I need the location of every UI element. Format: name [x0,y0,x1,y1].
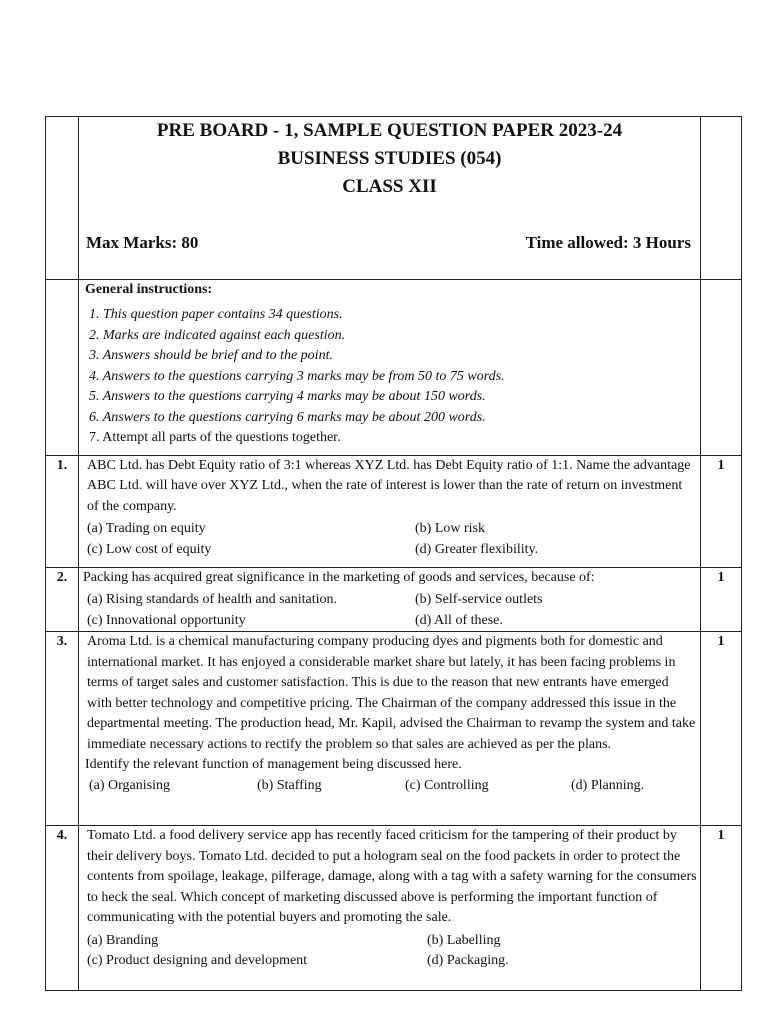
instruction-item: 6. Answers to the questions carrying 6 marks may be about 200 words. [89,409,486,425]
paper-table [45,116,742,991]
option-c: (c) Innovational opportunity [87,612,246,628]
option-b: (b) Self-service outlets [415,592,543,607]
question-body [79,632,701,826]
option-c: (c) Product designing and development [87,953,308,968]
instructions-right-cell [701,280,742,456]
options-grid [79,519,700,560]
options-grid [79,590,700,631]
question-row [46,567,742,632]
instructions-cell [79,280,701,456]
instructions-heading: General instructions: [85,282,213,297]
option-d: (d) Planning. [571,777,645,793]
option-a: (a) Rising standards of health and sanitation. [87,592,337,607]
option-a: (a) Organising [89,777,170,793]
option-c: (c) Low cost of equity [87,541,212,557]
instruction-item: 1. This question paper contains 34 questions. [89,307,343,322]
question-paper [45,116,741,991]
question-body [79,567,701,632]
header-cell [79,117,701,280]
instruction-item: 7. Attempt all parts of the questions together. [89,430,341,445]
instructions-left-cell [46,280,79,456]
question-number: 4. [46,826,79,991]
option-a: (a) Trading on equity [87,521,206,536]
question-body [79,455,701,567]
option-d: (d) All of these. [415,612,503,628]
question-number: 2. [46,567,79,632]
option-b: (b) Labelling [427,932,501,948]
paper-title: PRE BOARD - 1, SAMPLE QUESTION PAPER 2023-24 [156,120,623,141]
option-b: (b) Low risk [415,521,485,536]
subject-title: BUSINESS STUDIES (054) [277,148,502,169]
question-marks: 1 [701,455,742,567]
time-allowed: Time allowed: 3 Hours [525,233,691,252]
option-c: (c) Controlling [405,777,489,793]
marks-time-row [79,233,700,255]
question-marks: 1 [701,632,742,826]
header-left-cell [46,117,79,280]
question-number: 3. [46,632,79,826]
question-body [79,826,701,991]
option-b: (b) Staffing [257,777,322,793]
option-a: (a) Branding [87,932,159,948]
question-number: 1. [46,455,79,567]
instruction-item: 3. Answers should be brief and to the point. [89,348,333,363]
instruction-item: 4. Answers to the questions carrying 3 marks may be from 50 to 75 words. [89,368,505,384]
options-grid [79,931,700,972]
question-prompt: Identify the relevant function of management being discussed here. [85,757,462,772]
option-d: (d) Greater flexibility. [415,541,539,557]
question-marks: 1 [701,567,742,632]
question-row [46,826,742,991]
question-text: ABC Ltd. has Debt Equity ratio of 3:1 whereas XYZ Ltd. has Debt Equity ratio of 1:1. Name the advantage ABC Ltd. will have over XYZ Ltd., when the rate of interest is lower than the rate of return on investment of the company. [87,457,691,514]
question-row [46,632,742,826]
question-text: Packing has acquired great significance in the marketing of goods and services, because of: [83,569,595,585]
header-right-cell [701,117,742,280]
options-row [79,776,700,797]
question-text: Tomato Ltd. a food delivery service app has recently faced criticism for the tampering of their product by their delivery boys. Tomato Ltd. decided to put a hologram seal on the food packets in order to protect the contents from spoilage, leakage, pilferage, damage, along with a tag with a safety warning for the consumers to heck the seal. Which concept of marketing discussed above is performing the important function of communicating with the potential buyers and promoting the sale. [87,828,697,925]
header-row [46,117,742,280]
max-marks: Max Marks: 80 [86,233,199,252]
instruction-item: 2. Marks are indicated against each question. [89,327,346,343]
instruction-item: 5. Answers to the questions carrying 4 marks may be about 150 words. [89,389,486,404]
instructions-row [46,280,742,456]
question-row [46,455,742,567]
instructions-list [89,305,700,449]
class-title: CLASS XII [342,176,437,197]
option-d: (d) Packaging. [427,953,509,968]
question-marks: 1 [701,826,742,991]
question-text: Aroma Ltd. is a chemical manufacturing company producing dyes and pigments both for domestic and international market. It has enjoyed a considerable market share but lately, it has been facing problems in terms of target sales and customer satisfaction. This is due to the reason that new entrants have emerged with better technology and competitive pricing. The Chairman of the company addressed this issue in the departmental meeting. The production head, Mr. Kapil, advised the Chairman to revamp the system and take immediate necessary actions to rectify the problem so that sales are achieved as per the plans. [87,634,696,752]
